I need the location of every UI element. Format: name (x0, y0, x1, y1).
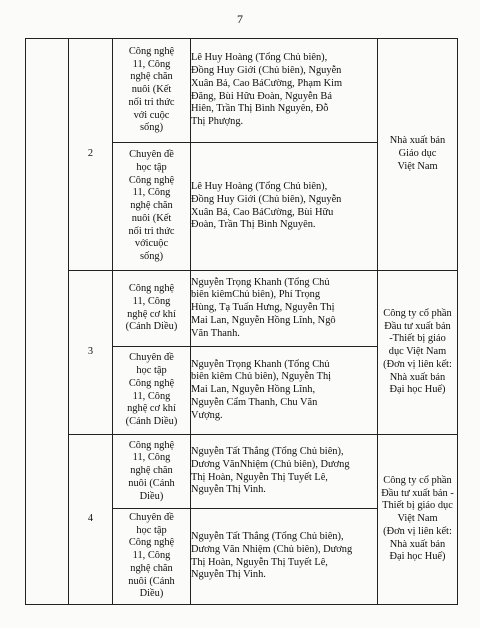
text-line: học tập (136, 364, 167, 376)
textbook-list-table (25, 38, 458, 605)
stt-cell: 3 (69, 271, 113, 435)
text-line: Mai Lan, Nguyễn Hồng Lĩnh, Ngô (191, 314, 336, 326)
text-line: Công nghệ (128, 537, 175, 549)
left-blank-cell (26, 39, 69, 605)
text-line: Công nghệ (128, 45, 175, 57)
text-line: nuôi (Cánh (128, 575, 175, 587)
text-line: Chuyên đề (129, 352, 174, 364)
text-line: Đăng, Bùi Hữu Đoàn, Nguyễn Bá (191, 90, 332, 102)
text-line: Giáo dục (398, 148, 437, 160)
text-line: nối tri thức (128, 225, 175, 237)
text-line: Nguyễn Trọng Khanh (Tổng Chủ (191, 358, 330, 370)
text-line: nghệ chăn (130, 562, 173, 574)
text-line: Nguyễn Trọng Khanh (Tổng Chủ (191, 276, 330, 288)
text-line: 11, Công (132, 187, 171, 199)
text-line: Công nghệ (128, 174, 175, 186)
authors-cell (191, 143, 378, 271)
text-line: Việt Nam (397, 160, 438, 172)
publisher-cell (378, 435, 458, 605)
text-line: Nhà xuất bản (389, 135, 446, 147)
text-line: Vượng. (191, 409, 223, 421)
table-row (26, 271, 458, 347)
authors-cell (191, 509, 378, 605)
book-title-cell (113, 509, 191, 605)
text-line: Thiết bị giáo dục (382, 500, 453, 512)
book-title-cell (113, 435, 191, 509)
publisher-cell (378, 271, 458, 435)
text-line: Đồng Huy Giới (Chủ biên), Nguyễn (191, 64, 342, 76)
text-line: Nguyễn Thị Vinh. (191, 484, 266, 496)
text-line: Dương VănNhiệm (Chủ biên), Dương (191, 458, 350, 470)
book-title-cell (113, 347, 191, 435)
text-line: học tập (136, 161, 167, 173)
text-line: (Đơn vị liên kết: (383, 358, 452, 370)
text-line: (Đơn vị liên kết: (383, 525, 452, 537)
text-line: Đầu tư xuất bản - (381, 487, 454, 499)
text-line: vớicuộc (134, 238, 169, 250)
text-line: (Cánh Diều) (125, 416, 178, 428)
book-title-cell (113, 39, 191, 143)
text-line: Nguyễn Thị Vinh. (191, 569, 266, 581)
authors-cell (191, 347, 378, 435)
text-line: nghệ cơ khí (127, 403, 176, 415)
stt-cell: 4 (69, 435, 113, 605)
text-line: Thị Hoàn, Nguyễn Thị Tuyết Lê, (191, 471, 328, 483)
text-line: nghệ chăn (130, 200, 173, 212)
book-title-cell (113, 271, 191, 347)
authors-cell (191, 271, 378, 347)
publisher-cell (378, 39, 458, 271)
text-line: Mai Lan, Nguyễn Hồng Lĩnh, (191, 384, 316, 396)
text-line: Nguyễn Tất Thắng (Tổng Chủ biên), (191, 445, 344, 457)
text-line: Đại học Huế) (389, 384, 446, 396)
text-line: nghệ cơ khí (127, 308, 176, 320)
text-line: Lê Huy Hoàng (Tổng Chủ biên), (191, 180, 328, 192)
text-line: với cuộc (133, 109, 170, 121)
text-line: Công nghệ (128, 439, 175, 451)
text-line: Đồng Huy Giới (Chủ biên), Nguyễn (191, 193, 342, 205)
text-line: dục Việt Nam (388, 346, 447, 358)
text-line: -Thiết bị giáo (389, 333, 446, 345)
text-line: Công ty cổ phần (383, 474, 452, 486)
text-line: nuôi (Kết (131, 212, 172, 224)
text-line: Công ty cổ phần (383, 307, 452, 319)
text-line: 11, Công (132, 295, 171, 307)
text-line: Đầu tư xuất bản (384, 320, 451, 332)
text-line: 11, Công (132, 58, 171, 70)
text-line: Diều) (139, 588, 164, 600)
text-line: Xuân Bả, Cao BáCường, Bùi Hữu (191, 206, 334, 218)
text-line: Hùng, Tạ Tuấn Hưng, Nguyễn Thị (191, 302, 335, 314)
text-line: biên kiêmChủ biên), Phí Trọng (191, 289, 321, 301)
page-number: 7 (237, 12, 243, 26)
text-line: Nguyễn Cẩm Thanh, Chu Văn (191, 396, 318, 408)
text-line: Nhà xuất bản (389, 371, 446, 383)
text-line: Thị Hoàn, Nguyễn Thị Tuyết Lê, (191, 556, 328, 568)
text-line: sống) (139, 122, 164, 134)
stt-cell: 2 (69, 39, 113, 271)
text-line: nghệ chăn (130, 71, 173, 83)
text-line: 11, Công (132, 452, 171, 464)
text-line: Văn Thanh. (191, 327, 240, 339)
text-line: Công nghệ (128, 282, 175, 294)
text-line: Hiên, Trần Thị Bình Nguyên, Đỗ (191, 103, 329, 115)
text-line: Đoàn, Trần Thị Bình Nguyên. (191, 219, 316, 231)
text-line: Nguyễn Tất Thắng (Tổng Chủ biên), (191, 530, 344, 542)
text-line: 11, Công (132, 390, 171, 402)
text-line: Đại học Huế) (389, 551, 446, 563)
text-line: nuôi (Kết (131, 84, 172, 96)
text-line: Xuân Bả, Cao BáCường, Phạm Kim (191, 77, 343, 89)
text-line: Nhà xuất bản (389, 538, 446, 550)
text-line: Lê Huy Hoàng (Tổng Chủ biên), (191, 52, 328, 64)
book-title-cell (113, 143, 191, 271)
text-line: nuôi (Cánh (128, 477, 175, 489)
text-line: Chuyên đề (129, 511, 174, 523)
text-line: nghệ chăn (130, 465, 173, 477)
text-line: học tập (136, 524, 167, 536)
text-line: sống) (139, 251, 164, 263)
text-line: biên kiêm Chủ biên), Nguyễn Thị (191, 371, 332, 383)
text-line: 11, Công (132, 550, 171, 562)
text-line: nối tri thức (128, 96, 175, 108)
text-line: Thị Phượng. (191, 116, 244, 128)
text-line: Dương Văn Nhiệm (Chủ biên), Dương (191, 543, 353, 555)
authors-cell (191, 39, 378, 143)
table-row (26, 435, 458, 509)
authors-cell (191, 435, 378, 509)
text-line: Chuyên đề (129, 148, 174, 160)
text-line: Công nghệ (128, 377, 175, 389)
text-line: Diều) (139, 490, 164, 502)
text-line: Việt Nam (397, 513, 438, 525)
text-line: (Cánh Diều) (125, 321, 178, 333)
table-row (26, 39, 458, 143)
